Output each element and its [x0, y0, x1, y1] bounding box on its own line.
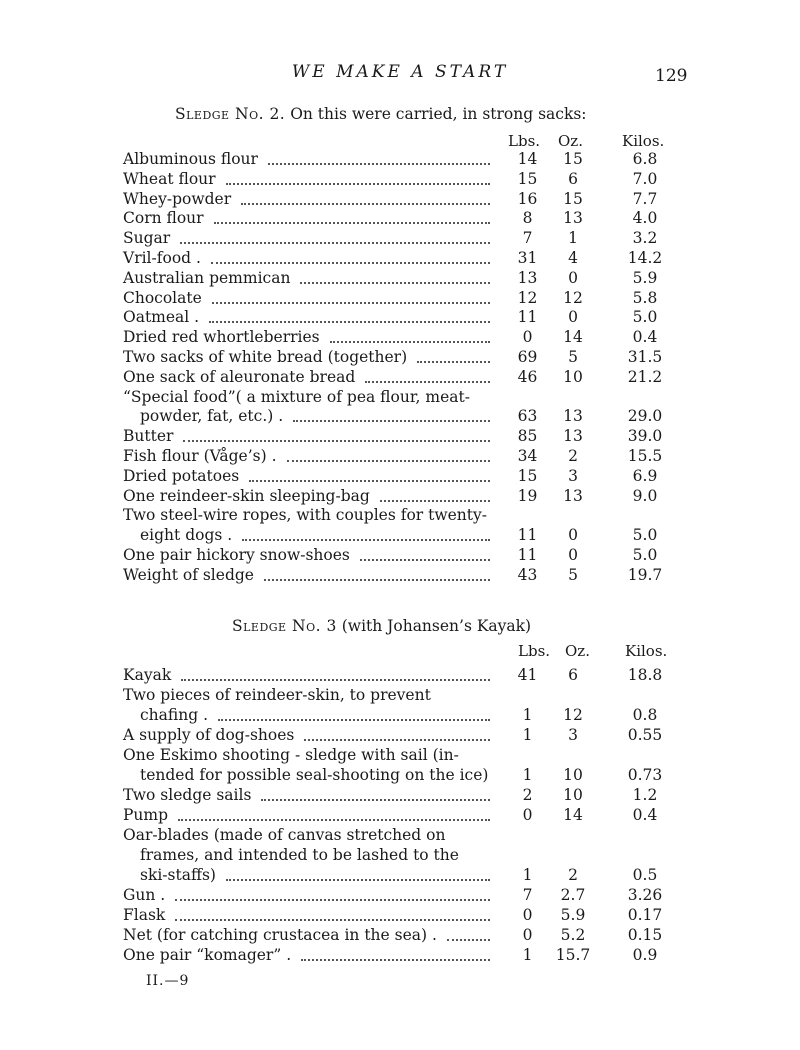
oz-value: 10: [563, 766, 583, 784]
leader-dots: [417, 361, 490, 363]
leader-dots: [178, 819, 490, 821]
lbs-value: 8: [522, 209, 533, 228]
table-row: [0, 368, 800, 388]
item-name: Two pieces of reindeer-skin, to prevent: [123, 686, 431, 704]
item-name: Fish flour (Våge’s) .: [123, 447, 277, 465]
lbs-value: 11: [517, 308, 538, 327]
table-row: [0, 150, 800, 170]
leader-dots: [249, 480, 490, 482]
leader-dots: [241, 203, 490, 205]
lbs-value: 0: [522, 328, 533, 347]
item-name: Two sacks of white bread (together): [123, 348, 408, 366]
oz-value: 2: [568, 447, 578, 465]
table-row: [0, 946, 800, 966]
leader-dots: [447, 939, 490, 941]
kilos-value: 3.26: [627, 886, 663, 904]
item-name: tended for possible seal-shooting on the ice): [140, 766, 489, 784]
kilos-value: 0.8: [632, 706, 658, 724]
lbs-value: 19: [517, 486, 538, 505]
kilos-value: 7.0: [632, 169, 658, 188]
item-name: Albuminous flour: [123, 150, 258, 168]
kilos-value: 31.5: [627, 348, 663, 366]
item-name: chafing .: [140, 706, 209, 724]
item-name: Weight of sledge: [123, 565, 254, 584]
oz-value: 0: [568, 526, 578, 545]
oz-value: 15: [563, 150, 583, 168]
table-row: [0, 806, 800, 826]
item-name: Whey-powder: [123, 189, 232, 208]
item-name: A supply of dog-shoes: [123, 726, 295, 744]
leader-dots: [212, 302, 490, 304]
kilos-value: 14.2: [627, 249, 663, 267]
kilos-value: 5.0: [632, 546, 658, 564]
table-row: [0, 348, 800, 368]
item-name: “Special food”( a mixture of pea flour, meat-: [123, 387, 470, 406]
leader-dots: [226, 183, 490, 185]
oz-value: 2.7: [560, 886, 586, 904]
table-row: [0, 447, 800, 467]
table-row: [0, 190, 800, 210]
item-name: eight dogs .: [140, 526, 233, 545]
table-row: [0, 846, 800, 866]
kilos-value: 9.0: [632, 486, 658, 505]
item-name: Australian pemmican: [123, 268, 291, 287]
kilos-value: 0.15: [627, 926, 663, 944]
oz-value: 12: [563, 288, 583, 307]
item-name: Sugar: [123, 229, 171, 248]
table-row: [0, 427, 800, 447]
table-row: [0, 766, 800, 786]
leader-dots: [301, 959, 490, 961]
table-row: [0, 786, 800, 806]
table-row: [0, 328, 800, 348]
leader-dots: [175, 919, 490, 921]
table-row: [0, 726, 800, 746]
item-name: Butter: [123, 427, 174, 446]
lbs-value: 15: [517, 169, 538, 188]
table-row: [0, 866, 800, 886]
oz-value: 15.7: [555, 946, 591, 964]
item-name: Dried potatoes: [123, 466, 240, 485]
kilos-value: 5.0: [632, 526, 658, 545]
kilos-value: 0.4: [632, 806, 658, 824]
item-name: Wheat flour: [123, 169, 216, 188]
leader-dots: [261, 799, 490, 801]
leader-dots: [300, 282, 490, 284]
sledge3-heading: [232, 617, 531, 635]
item-name: Pump: [123, 806, 169, 824]
oz-value: 2: [568, 866, 578, 884]
leader-dots: [181, 679, 490, 681]
leader-dots: [183, 440, 490, 442]
kilos-value: 15.5: [627, 447, 663, 465]
oz-value: 13: [563, 427, 583, 446]
lbs-value: 31: [517, 249, 538, 267]
lbs-value: 63: [517, 407, 538, 426]
lbs-value: 1: [522, 706, 533, 724]
lbs-value: 12: [517, 288, 538, 307]
leader-dots: [218, 719, 490, 721]
oz-value: 5: [568, 348, 578, 366]
kilos-value: 5.8: [632, 288, 658, 307]
lbs-value: 16: [517, 189, 538, 208]
kilos-value: 0.55: [627, 726, 663, 744]
leader-dots: [360, 559, 490, 561]
lbs-column-header: Lbs.: [518, 642, 551, 660]
leader-dots: [380, 500, 490, 502]
kilos-value: 4.0: [632, 209, 658, 228]
leader-dots: [365, 381, 490, 383]
leader-dots: [214, 222, 490, 224]
leader-dots: [209, 321, 490, 323]
table-row: [0, 666, 800, 686]
item-name: One sack of aleuronate bread: [123, 367, 356, 386]
oz-value: 10: [563, 367, 583, 386]
leader-dots: [287, 460, 490, 462]
item-name: ski-staffs): [140, 866, 216, 884]
lbs-value: 0: [522, 806, 533, 824]
kilos-value: 29.0: [627, 407, 663, 426]
lbs-value: 13: [517, 268, 538, 287]
lbs-value: 69: [517, 348, 538, 366]
item-name: One pair “komager” .: [123, 946, 292, 964]
item-name: Flask: [123, 906, 166, 924]
table-row: [0, 170, 800, 190]
running-title: WE MAKE A START: [291, 62, 509, 82]
kilos-value: 3.2: [632, 229, 658, 248]
kilos-value: 39.0: [627, 427, 663, 446]
leader-dots: [242, 539, 490, 541]
oz-value: 3: [568, 726, 578, 744]
oz-value: 0: [568, 268, 578, 287]
lbs-value: 0: [522, 906, 533, 924]
table-row: [0, 886, 800, 906]
item-name: Corn flour: [123, 209, 204, 228]
kilos-value: 6.8: [632, 150, 658, 168]
table-row: [0, 546, 800, 566]
kilos-value: 1.2: [632, 786, 658, 804]
sledge3-heading-text: (with Johansen’s Kayak): [341, 617, 532, 635]
leader-dots: [268, 163, 490, 165]
item-name: Kayak: [123, 666, 172, 684]
leader-dots: [304, 739, 490, 741]
lbs-value: 11: [517, 526, 538, 545]
item-name: Chocolate: [123, 288, 202, 307]
table-row: [0, 566, 800, 586]
oz-value: 1: [568, 229, 578, 248]
item-name: One Eskimo shooting - sledge with sail (in-: [123, 746, 459, 764]
lbs-value: 34: [517, 447, 538, 465]
table-row: [0, 826, 800, 846]
lbs-column-header: Lbs.: [508, 132, 541, 150]
table-row: [0, 407, 800, 427]
sledge2-heading: [175, 105, 587, 123]
sledge2-heading-text: On this were carried, in strong sacks:: [290, 105, 587, 123]
kilos-column-header: Kilos.: [625, 642, 668, 660]
oz-value: 3: [568, 466, 578, 485]
table-row: [0, 487, 800, 507]
table-row: [0, 926, 800, 946]
item-name: Gun .: [123, 886, 166, 904]
kilos-value: 7.7: [632, 189, 658, 208]
leader-dots: [211, 262, 490, 264]
kilos-value: 5.0: [632, 308, 658, 327]
table-row: [0, 308, 800, 328]
oz-value: 14: [563, 328, 583, 347]
sledge2-heading-label: Sledge No. 2.: [175, 105, 286, 123]
leader-dots: [293, 420, 490, 422]
item-name: Two sledge sails: [123, 786, 252, 804]
lbs-value: 2: [522, 786, 533, 804]
item-name: Two steel-wire ropes, with couples for twenty-: [123, 506, 487, 525]
kilos-value: 0.4: [632, 328, 658, 347]
item-name: Oar-blades (made of canvas stretched on: [123, 826, 446, 844]
item-name: One reindeer-skin sleeping-bag: [123, 486, 370, 505]
leader-dots: [226, 879, 490, 881]
oz-value: 5.9: [560, 906, 586, 924]
table-row: [0, 209, 800, 229]
oz-value: 5.2: [560, 926, 586, 944]
item-name: Vril-food .: [123, 249, 201, 267]
signature-mark: II.—9: [146, 973, 190, 989]
table-row: [0, 746, 800, 766]
lbs-value: 15: [517, 466, 538, 485]
table-row: [0, 269, 800, 289]
lbs-value: 46: [517, 367, 538, 386]
kilos-value: 5.9: [632, 268, 658, 287]
lbs-value: 7: [522, 229, 533, 248]
lbs-value: 0: [522, 926, 533, 944]
table-row: [0, 506, 800, 526]
oz-value: 13: [563, 486, 583, 505]
kilos-value: 18.8: [627, 666, 663, 684]
kilos-value: 0.5: [632, 866, 658, 884]
item-name: Dried red whortleberries: [123, 328, 320, 347]
leader-dots: [264, 579, 490, 581]
lbs-value: 11: [517, 546, 538, 564]
item-name: One pair hickory snow-shoes: [123, 546, 350, 564]
kilos-value: 0.17: [627, 906, 663, 924]
table-row: [0, 249, 800, 269]
oz-value: 12: [563, 706, 583, 724]
lbs-value: 1: [522, 726, 533, 744]
oz-value: 0: [568, 546, 578, 564]
kilos-value: 0.73: [627, 766, 663, 784]
oz-column-header: Oz.: [565, 642, 590, 660]
oz-value: 14: [563, 806, 583, 824]
kilos-value: 0.9: [632, 946, 658, 964]
leader-dots: [175, 899, 490, 901]
oz-value: 13: [563, 209, 583, 228]
oz-value: 13: [563, 407, 583, 426]
table-row: [0, 388, 800, 408]
table-row: [0, 467, 800, 487]
lbs-value: 14: [517, 150, 538, 168]
page-number: 129: [655, 66, 688, 86]
kilos-value: 6.9: [632, 466, 658, 485]
lbs-value: 7: [522, 886, 533, 904]
oz-value: 6: [568, 666, 578, 684]
lbs-value: 1: [522, 946, 533, 964]
lbs-value: 41: [517, 666, 538, 684]
leader-dots: [330, 341, 490, 343]
lbs-value: 43: [517, 565, 538, 584]
oz-value: 4: [568, 249, 578, 267]
kilos-column-header: Kilos.: [622, 132, 665, 150]
item-name: powder, fat, etc.) .: [140, 407, 284, 426]
table-row: [0, 706, 800, 726]
lbs-value: 85: [517, 427, 538, 446]
oz-value: 0: [568, 308, 578, 327]
leader-dots: [180, 242, 490, 244]
lbs-value: 1: [522, 866, 533, 884]
oz-value: 15: [563, 189, 583, 208]
oz-value: 10: [563, 786, 583, 804]
table-row: [0, 686, 800, 706]
lbs-value: 1: [522, 766, 533, 784]
item-name: Oatmeal .: [123, 308, 200, 327]
table-row: [0, 229, 800, 249]
table-row: [0, 289, 800, 309]
oz-column-header: Oz.: [558, 132, 583, 150]
kilos-value: 21.2: [627, 367, 663, 386]
kilos-value: 19.7: [627, 565, 663, 584]
oz-value: 6: [568, 169, 578, 188]
table-row: [0, 526, 800, 546]
item-name: Net (for catching crustacea in the sea) .: [123, 926, 437, 944]
table-row: [0, 906, 800, 926]
sledge3-heading-label: Sledge No. 3: [232, 617, 337, 635]
oz-value: 5: [568, 565, 578, 584]
item-name: frames, and intended to be lashed to the: [140, 846, 459, 864]
